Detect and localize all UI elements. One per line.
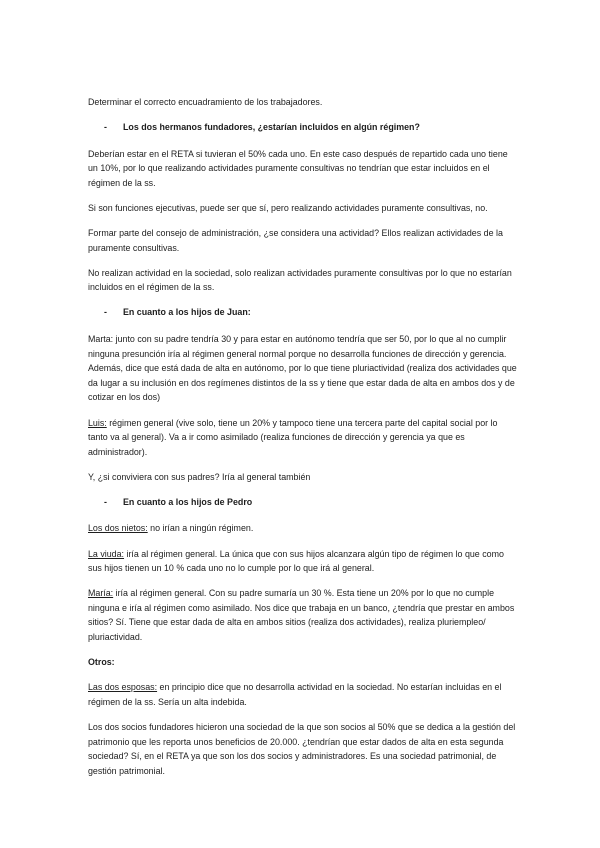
- label-viuda: La viuda:: [88, 548, 125, 559]
- bullet-dash: -: [104, 496, 107, 507]
- bullet-dash: -: [104, 122, 107, 133]
- paragraph-consejo-administracion: Formar parte del consejo de administración, ¿se considera una actividad? Ellos realizan actividades de la puramente consultivas.: [88, 228, 503, 253]
- label-nietos: Los dos nietos:: [88, 523, 148, 534]
- heading-text: Los dos hermanos fundadores, ¿estarían incluidos en algún régimen?: [123, 122, 420, 133]
- label-esposas: Las dos esposas:: [88, 682, 158, 693]
- heading-text: En cuanto a los hijos de Pedro: [123, 496, 253, 507]
- text-maria: iría al régimen general. Con su padre sumaría un 30 %. Esta tiene un 20% por lo que no cumple ninguna e iría al régimen como asimilado. Nos dice que trabaja en un banco, ¿tendría que prestar en ambos sitios? Sí. Tiene que estar dada de alta en ambos sitios (realiza dos actividades), realiza pluriempleo/ pluriactividad.: [88, 588, 515, 643]
- paragraph-nietos: [88, 521, 518, 536]
- paragraph-funciones-ejecutivas: Si son funciones ejecutivas, puede ser que sí, pero realizando actividades puramente consultivas, no.: [88, 202, 488, 213]
- heading-otros: Otros:: [88, 657, 115, 668]
- paragraph-maria: [88, 586, 518, 644]
- heading-hermanos-fundadores: [88, 120, 518, 135]
- heading-hijos-juan: [88, 305, 518, 320]
- heading-hijos-pedro: [88, 495, 518, 510]
- paragraph-no-actividad: No realizan actividad en la sociedad, solo realizan actividades puramente consultivas por lo que no estarían incluidos en el régimen de la ss.: [88, 267, 512, 293]
- intro-paragraph: Determinar el correcto encuadramiento de los trabajadores.: [88, 97, 323, 107]
- paragraph-viuda: [88, 547, 518, 576]
- bullet-dash: -: [104, 307, 107, 318]
- paragraph-reta: Deberían estar en el RETA si tuvieran el 50% cada uno. En este caso después de repartido cada uno tiene un 10%, por lo que realizando actividades puramente consultivas no tendrían que estar incluidos en el régimen de la ss.: [88, 148, 508, 188]
- paragraph-esposas: [88, 680, 518, 709]
- paragraph-luis: [88, 416, 518, 460]
- text-viuda: iría al régimen general. La única que con sus hijos alcanzara algún tipo de régimen lo que como sus hijos tienen un 10 % cada uno no lo cumple por lo que irá al general.: [88, 548, 504, 574]
- text-esposas: en principio dice que no desarrolla actividad en la sociedad. No estarían incluidas en el régimen de la ss. Sería un alta indebida.: [88, 682, 502, 707]
- paragraph-convivencia: Y, ¿si conviviera con sus padres? Iría al general también: [88, 471, 311, 482]
- text-nietos: no irían a ningún régimen.: [147, 523, 254, 534]
- paragraph-socios-fundadores: Los dos socios fundadores hicieron una sociedad de la que son socios al 50% que se dedica a la gestión del patrimonio que les reporta unos beneficios de 20.000. ¿tendrían que estar dados de alta en esta segunda sociedad? Sí, en el RETA ya que son los dos socios y administradores. Es una sociedad patrimonial, de gestión patrimonial.: [88, 721, 516, 776]
- paragraph-marta: Marta: junto con su padre tendría 30 y para estar en autónomo tendría que ser 50, por lo que al no cumplir ninguna presunción iría al régimen general normal porque no desarrolla funciones de dirección y gerencia. Además, dice que está dada de alta en autónomo, por lo que tiene pluriactividad (realiza dos actividades que da lugar a su inclusión en dos regímenes distintos de la ss y tiene que estar dada de alta en ambos dos y de cotizar en los dos): [88, 334, 517, 403]
- label-maria: María:: [88, 588, 114, 599]
- document-body: [88, 95, 518, 789]
- text-luis: régimen general (vive solo, tiene un 20% y tampoco tiene una tercera parte del capital social por lo tanto va al general). Va a ir como asimilado (realiza funciones de dirección y gerencia ya que es administrador).: [88, 417, 498, 457]
- heading-text: En cuanto a los hijos de Juan:: [123, 307, 251, 318]
- label-luis: Luis:: [88, 417, 107, 428]
